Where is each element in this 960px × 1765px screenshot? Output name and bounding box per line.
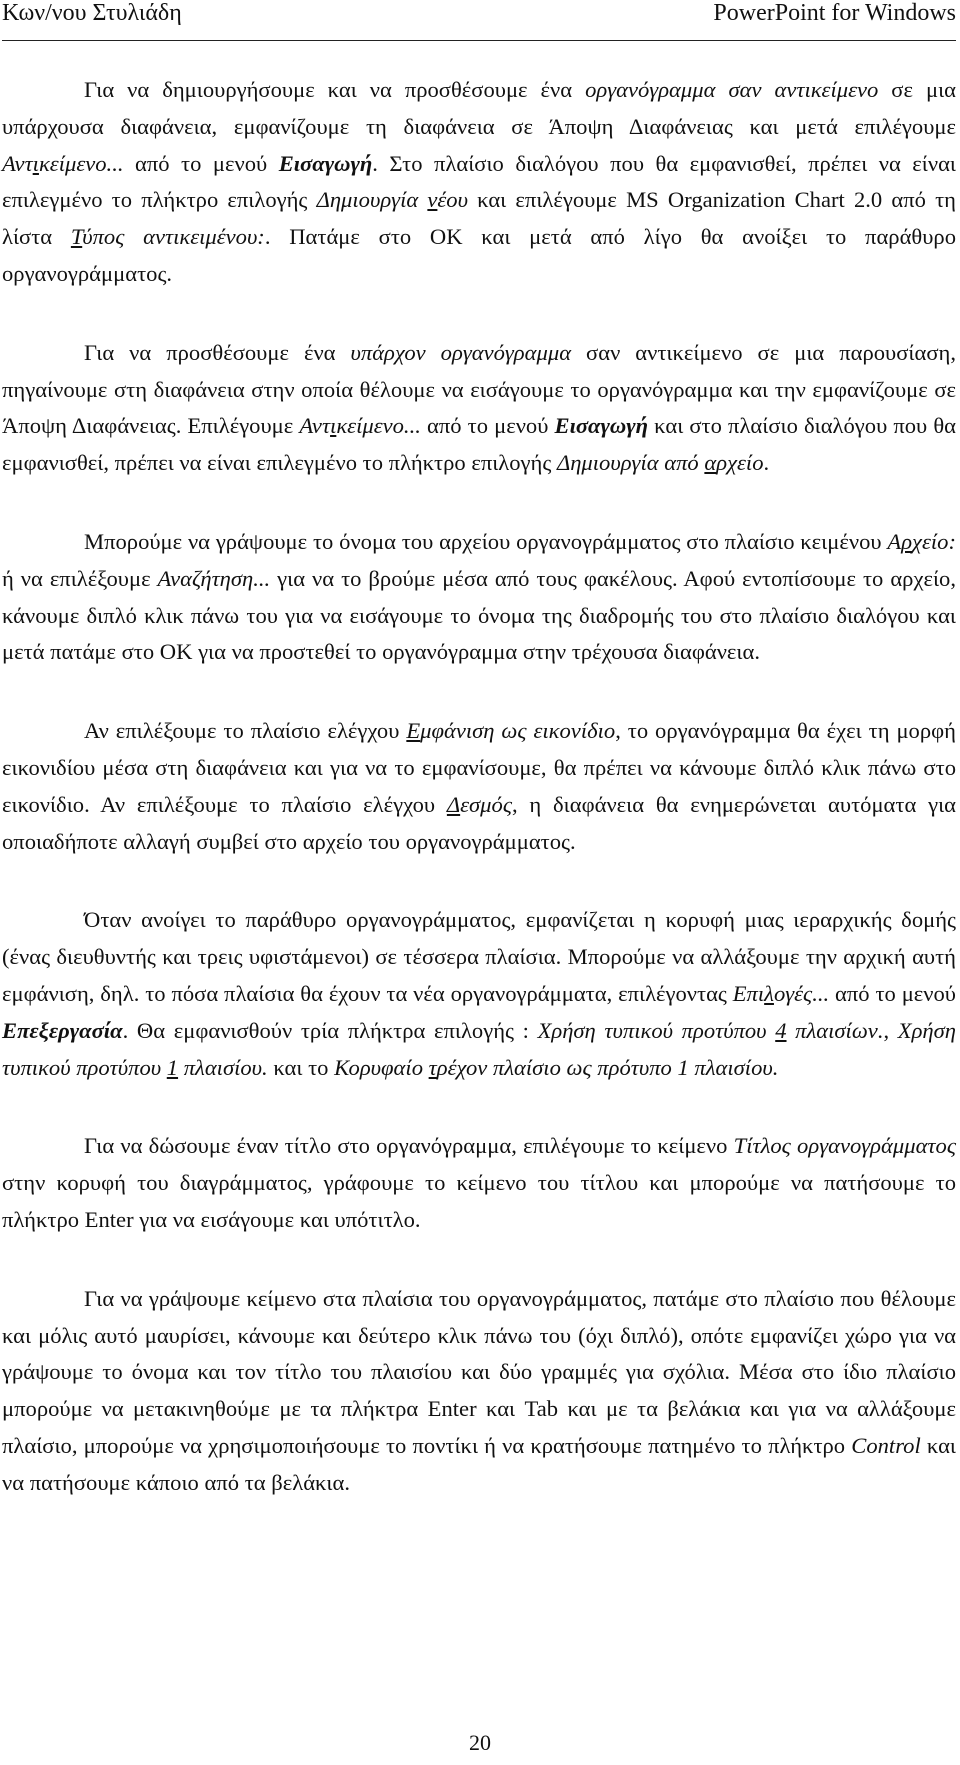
paragraph (2, 335, 956, 482)
styled-text-run: Χρήση τυπικού προτύπου (2, 1017, 956, 1080)
styled-text-run: πλαισίων. (786, 1017, 884, 1043)
styled-text-run: ύπος αντικειμένου: (82, 224, 265, 250)
styled-text-run: υπάρχον οργανόγραμμα (350, 339, 572, 365)
text-run: και το (267, 1054, 335, 1080)
styled-text-run: Α (887, 528, 902, 554)
styled-text-run: ι (330, 413, 337, 439)
styled-text-run: ρ (901, 528, 913, 554)
header-title: PowerPoint for Windows (713, 0, 956, 26)
header-author: Κων/νου Στυλιάδη (2, 0, 182, 26)
body-text (2, 72, 956, 1544)
styled-text-run: Επι (732, 980, 765, 1006)
styled-text-run: εσμός (460, 791, 512, 817)
styled-text-run: λ (764, 980, 774, 1006)
text-run: Όταν ανοίγει το παράθυρο οργανογράμματος, εμφανίζεται η κορυφή μιας ιεραρχικής δομής (ένας διευθυντής και τρεις υφιστάμενοι) σε τέσσερα πλαίσια. Μπορούμε να αλλάξουμε την αρχική αυτή εμφάνιση, δηλ. το πόσα πλαίσια θα έχουν τα νέα οργανογράμματα, επιλέγοντας (2, 907, 956, 1006)
styled-text-run: ν (427, 187, 438, 213)
page-number: 20 (469, 1730, 491, 1755)
styled-text-run: Control (851, 1432, 921, 1458)
text-run: . Πατάμε στο OK και μετά από λίγο θα ανοίξει το παράθυρο οργανογράμματος. (2, 224, 956, 286)
styled-text-run: α (704, 450, 717, 476)
text-run: από το μενού (829, 980, 956, 1006)
styled-text-run: Τ (70, 224, 83, 250)
text-run: , το οργανόγραμμα θα έχει τη μορφή εικονιδίου μέσα στη διαφάνεια και για να το εμφανίσουμε, θα πρέπει να κάνουμε διπλό κλικ πάνω στο εικονίδιο. Αν επιλέξουμε το πλαίσιο ελέγχου (2, 718, 956, 817)
styled-text-run: 4 (775, 1017, 787, 1043)
styled-text-run: Αντ (2, 150, 33, 176)
text-run: , η διαφάνεια θα ενημερώνεται αυτόματα για οποιαδήποτε αλλαγή συμβεί στο αρχείο του οργανογράμματος. (2, 791, 956, 854)
styled-text-run: Δημιουργία από (556, 450, 705, 476)
text-run: στην κορυφή του διαγράμματος, γράφουμε το κείμενο του τίτλου και μπορούμε να πατήσουμε το πλήκτρο Enter για να εισάγουμε και υπότιτλο. (2, 1170, 956, 1232)
text-run: . Θα εμφανισθούν τρία πλήκτρα επιλογής : (122, 1017, 538, 1043)
styled-text-run: Αντ (299, 413, 331, 439)
text-run: για να το βρούμε μέσα από τους φακέλους. Αφού εντοπίσουμε το αρχείο, κάνουμε διπλό κλικ πάνω του για να εισάγουμε το όνομα της διαδρομής του στο πλαίσιο διαλόγου και μετά πατάμε στο OK για να προστεθεί το οργανόγραμμα στην τρέχουσα διαφάνεια. (2, 565, 956, 665)
text-run: και να πατήσουμε κάποιο από τα βελάκια. (2, 1432, 956, 1495)
styled-text-run: έου (437, 187, 468, 213)
text-run: από το μενού (420, 413, 555, 439)
text-run: από το μενού (123, 150, 279, 176)
paragraph (2, 524, 956, 671)
styled-text-run: τ (428, 1054, 437, 1080)
text-run: και επιλέγουμε MS Organization Chart 2.0 από τη λίστα (2, 187, 956, 250)
styled-text-run: Κορυφαίο (334, 1054, 429, 1080)
styled-text-run: Ε (406, 718, 421, 744)
paragraph (2, 902, 956, 1086)
styled-text-run: Χρήση τυπικού προτύπου (537, 1017, 776, 1043)
styled-text-run: ι (32, 150, 39, 176)
styled-text-run: Δ (446, 791, 461, 817)
text-run: Μπορούμε να γράψουμε το όνομα του αρχείου οργανογράμματος στο πλαίσιο κειμένου (84, 528, 888, 554)
paragraph (2, 72, 956, 293)
paragraph (2, 1281, 956, 1502)
text-run: Για να δώσουμε έναν τίτλο στο οργανόγραμμα, επιλέγουμε το κείμενο (84, 1133, 734, 1159)
styled-text-run: ρέχον πλαίσιο ως πρότυπο 1 πλαισίου. (436, 1054, 779, 1080)
text-run: Για να προσθέσουμε ένα (84, 339, 351, 365)
text-run: Για να δημιουργήσουμε και να προσθέσουμε ένα (84, 77, 586, 102)
paragraph (2, 713, 956, 860)
text-run: Αν επιλέξουμε το πλαίσιο ελέγχου (84, 718, 407, 744)
styled-text-run: κείμενο... (38, 150, 124, 176)
styled-text-run: ογές... (773, 980, 830, 1006)
styled-text-run: πλαισίου. (178, 1054, 268, 1080)
styled-text-run: κείμενο... (336, 413, 421, 439)
text-run: . (763, 450, 770, 476)
styled-text-run: Επεξεργασία (2, 1017, 123, 1043)
styled-text-run: ρχείο (716, 450, 764, 476)
styled-text-run: μφάνιση ως εικονίδιο (420, 718, 616, 744)
text-run: ή να επιλέξουμε (2, 565, 158, 591)
styled-text-run: χείο: (912, 528, 956, 554)
styled-text-run: Τίτλος οργανογράμματος (733, 1133, 956, 1159)
running-header (2, 0, 956, 41)
text-run: Για να γράψουμε κείμενο στα πλαίσια του οργανογράμματος, πατάμε στο πλαίσιο που θέλουμε και μόλις αυτό μαυρίσει, κάνουμε και δεύτερο κλικ πάνω του (όχι διπλό), οπότε εμφανίζει χώρο για να γράψουμε το όνομα και τον τίτλο του πλαισίου και δύο γραμμές για σχόλια. Μέσα στο ίδιο πλαίσιο μπορούμε να μετακινηθούμε με τα πλήκτρα Enter και Tab και με τα βελάκια και για να αλλάξουμε πλαίσιο, μπορούμε να χρησιμοποιήσουμε το ποντίκι ή να κρατήσουμε πατημένο το πλήκτρο (2, 1285, 956, 1458)
styled-text-run: Εισαγωγή (554, 413, 649, 439)
text-run: και στο πλαίσιο διαλόγου που θα εμφανισθεί, πρέπει να είναι επιλεγμένο το πλήκτρο επιλογής (2, 413, 957, 476)
paragraph (2, 1128, 956, 1238)
text-run: , (883, 1017, 898, 1043)
styled-text-run: 1 (166, 1054, 179, 1080)
styled-text-run: Αναζήτηση... (157, 565, 271, 591)
styled-text-run: οργανόγραμμα σαν αντικείμενο (585, 77, 879, 102)
text-run: . Στο πλαίσιο διαλόγου που θα εμφανισθεί, πρέπει να είναι επιλεγμένο το πλήκτρο επιλογής (2, 150, 957, 213)
styled-text-run: Εισαγωγή (278, 150, 373, 176)
styled-text-run: Δημιουργία (316, 187, 428, 213)
text-run: σε μια υπάρχουσα διαφάνεια, εμφανίζουμε τη διαφάνεια σε Άποψη Διαφάνειας και μετά επιλέγουμε (2, 77, 956, 139)
text-run: σαν αντικείμενο σε μια παρουσίαση, πηγαίνουμε στη διαφάνεια στην οποία θέλουμε να εισάγουμε το οργανόγραμμα και την εμφανίζουμε σε Άποψη Διαφάνειας. Επιλέγουμε (2, 339, 956, 439)
